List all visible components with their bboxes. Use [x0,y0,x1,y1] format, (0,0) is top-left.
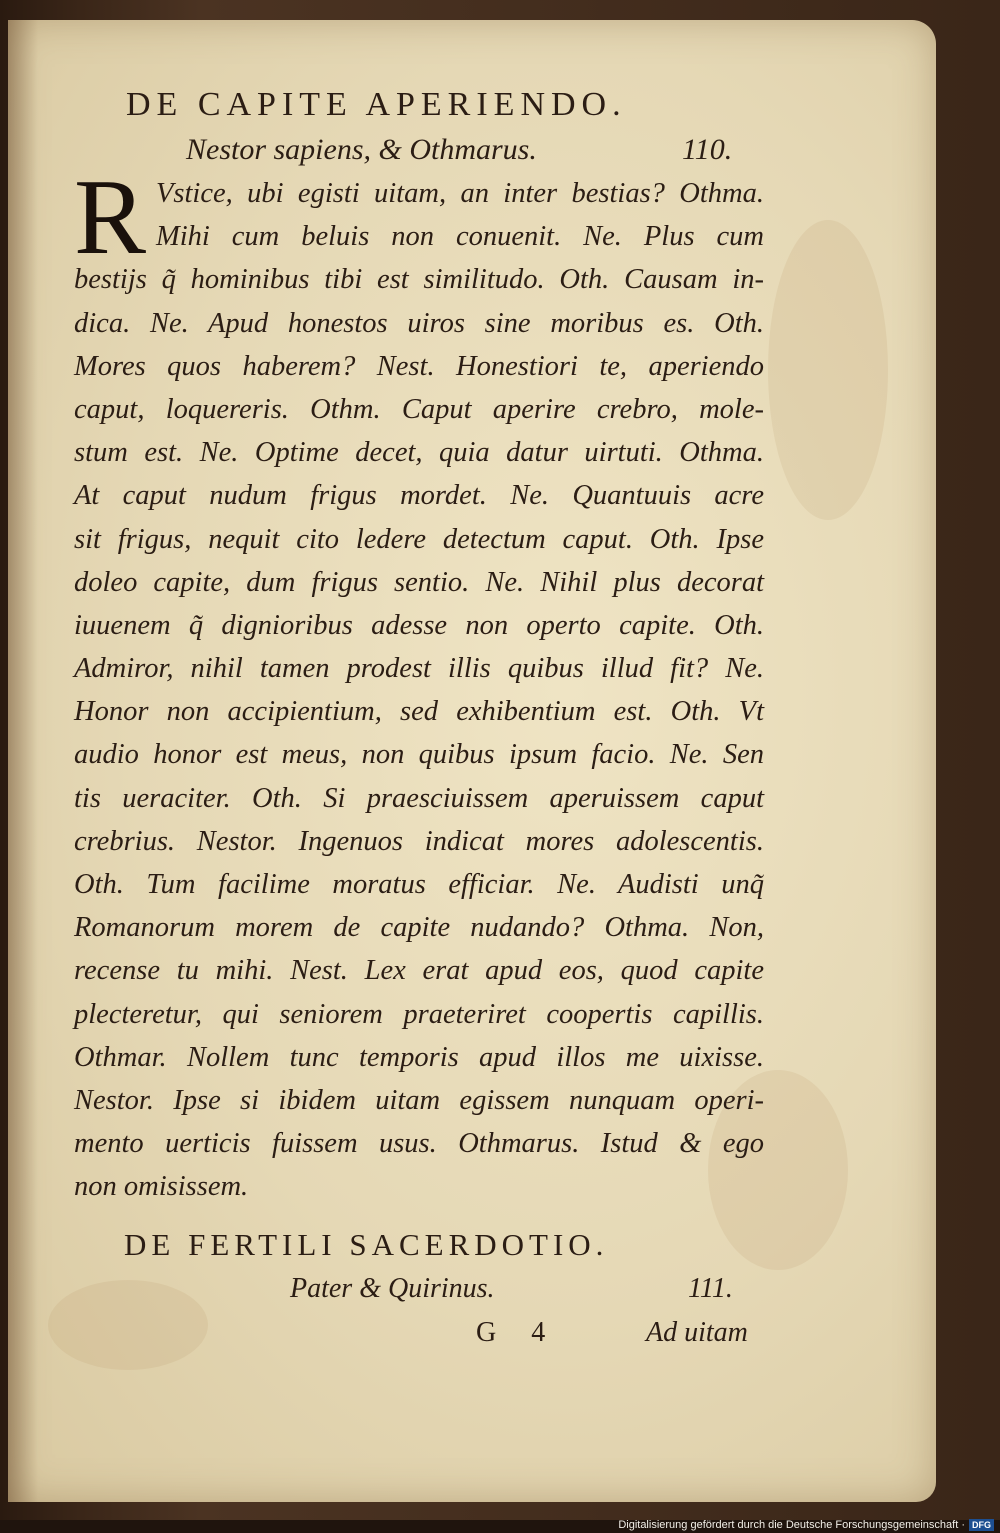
text-line: sit frigus, nequit cito ledere detectum caput. Oth. Ipse [74,523,764,555]
text-line: iuuenem q̃ dignioribus adesse non operto capite. Oth. [74,609,764,641]
text-line: audio honor est meus, non quibus ipsum facio. Ne. Sen [74,739,764,771]
digitization-credit [618,1519,994,1531]
text-line-last: non omisissem. [74,1171,249,1203]
dialogue-number: 110. [682,133,733,166]
text-line: bestijs q̃ hominibus tibi est similitudo. Oth. Causam in- [74,264,764,296]
text-line: mento uerticis fuissem usus. Othmarus. Istud & ego [74,1128,764,1160]
text-line: recense tu mihi. Nest. Lex erat apud eos, quod capite [74,955,764,987]
page-footer [74,1315,774,1363]
page-text [74,82,774,1363]
text-line: Romanorum morem de capite nudando? Othma. Non, [74,912,764,944]
text-line: plecteretur, qui seniorem praeteriret coopertis capillis. [74,998,764,1030]
text-line: Othmar. Nollem tunc temporis apud illos me uixisse. [74,1041,764,1073]
paper-stain [768,220,888,520]
text-line: Mores quos haberem? Nest. Honestiori te, aperiendo [74,350,764,382]
credit-text: Digitalisierung gefördert durch die Deutsche Forschungsgemeinschaft · [618,1519,965,1531]
text-line: Vstice, ubi egisti uitam, an inter bestias? Othma. [156,178,764,209]
drop-capital: R [74,158,147,277]
text-line: Admiror, nihil tamen prodest illis quibus illud fit? Ne. [74,653,764,685]
text-line: Nestor. Ipse si ibidem uitam egissem nunquam operi- [74,1084,764,1116]
chapter-title: DE CAPITE APERIENDO. [126,86,627,123]
next-dialogue-number: 111. [688,1272,733,1304]
text-line: stum est. Ne. Optime decet, quia datur uirtuti. Othma. [74,437,764,469]
text-line: dica. Ne. Apud honestos uiros sine moribus es. Oth. [74,307,764,339]
text-line: Mihi cum beluis non conuenit. Ne. Plus cum [156,221,764,253]
dialogue-heading [74,128,774,172]
dfg-logo: DFG [969,1519,994,1531]
text-line: tis ueraciter. Oth. Si praesciuissem aperuissem caput [74,782,764,814]
text-line: doleo capite, dum frigus sentio. Ne. Nihil plus decorat [74,566,764,598]
text-line: caput, loquereris. Othm. Caput aperire crebro, mole- [74,393,764,425]
text-line: crebrius. Nestor. Ingenuos indicat mores adolescentis. [74,825,764,857]
next-dialogue-speakers: Pater & Quirinus. [290,1272,495,1304]
dialogue-body [74,158,764,1209]
next-dialogue-heading [74,1267,774,1315]
dialogue-speakers: Nestor sapiens, & Othmarus. [186,133,537,166]
catchword: Ad uitam [646,1316,748,1348]
text-line: Oth. Tum facilime moratus efficiar. Ne. Audisti unq̃ [74,869,764,900]
text-line: At caput nudum frigus mordet. Ne. Quantuuis acre [74,480,764,512]
text-line: Honor non accipientium, sed exhibentium est. Oth. Vt [74,696,764,728]
signature-mark: G 4 [476,1316,560,1348]
next-chapter-title: DE FERTILI SACERDOTIO. [124,1226,609,1262]
